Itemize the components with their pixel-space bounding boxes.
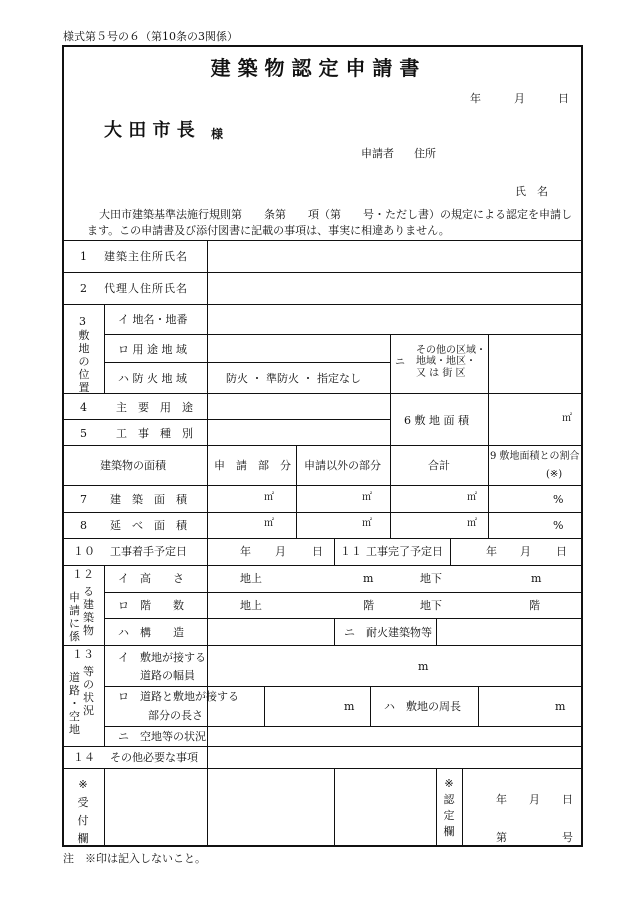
row12-number: １２ [72,568,94,581]
rule-h [104,686,583,687]
row13-open-space-label: ニ 空地等の状況 [118,730,206,743]
rule-v [207,240,208,445]
addressee-name: 大 田 市 長 [104,120,195,141]
row13-frontage-line2: 部分の長さ [148,709,203,722]
row3-ni-mark: ニ [395,357,405,368]
fire-zone-options: 防火 ・ 準防火 ・ 指定なし [226,372,361,385]
date-year-label: 年 [470,92,481,105]
row3-ha-label: ハ 防 火 地 域 [118,372,187,385]
row13-number: １３ [72,648,94,661]
rule-v [488,334,489,393]
row3-group-label: 敷 地 の 位 置 [78,329,90,394]
row4-number: 4 [80,401,87,414]
approval-day: 日 [562,793,573,806]
row10-label: 工事着手予定日 [110,545,187,558]
rule-h [104,726,583,727]
row11-day: 日 [556,545,567,558]
row11-label: 工事完了予定日 [366,545,443,558]
row8-unit-total: ㎡ [467,518,477,529]
row3-i-label: イ 地名・地番 [118,313,188,326]
rule-v [488,393,489,445]
row10-month: 月 [275,545,286,558]
rule-v [334,538,335,565]
row8-label: 延 べ 面 積 [110,519,187,532]
row13-group-label-b: 等 の 状 況 [83,665,94,717]
row14-label: その他必要な事項 [110,751,198,764]
row7-unit-total: ㎡ [467,492,477,503]
row13-group-label-a: 道 路 ・ 空 地 [69,671,80,736]
form-number: 様式第５号の６（第10条の3関係） [63,30,238,43]
row11-number: １１ [340,545,362,558]
row8-number: 8 [80,519,87,532]
row7-percent: % [553,493,564,506]
row12-group-label-b: る 建 築 物 [83,585,94,637]
row12-height-unit-ground: m [363,572,374,585]
rule-h [62,393,583,394]
row12-fireproof-label: ニ 耐火建築物等 [344,626,432,639]
row3-ni-line3: 又 は 街 区 [416,368,466,379]
rule-v [334,768,335,847]
rule-h [62,538,583,539]
rule-v [334,618,335,645]
rule-v [390,445,391,538]
rule-v [436,768,437,847]
rule-h [62,272,583,273]
rule-v [207,746,208,768]
row3-number: 3 [79,315,86,328]
row5-label: 工 事 種 別 [116,427,193,440]
rule-v [296,445,297,538]
row12-height-under: 地下 [420,572,442,585]
row10-number: １０ [73,545,95,558]
date-month-label: 月 [514,92,525,105]
area-header-total: 合計 [428,459,450,472]
row12-height-unit-under: m [531,572,542,585]
row2-number: 2 [80,282,87,295]
area-header-label: 建築物の面積 [100,459,166,472]
area-header-other: 申請以外の部分 [304,459,381,472]
footnote: 注 ※印は記入しないこと。 [63,852,206,865]
rule-v [104,768,105,847]
row12-floors-under: 地下 [420,599,442,612]
row8-unit-applied: ㎡ [264,518,274,529]
rule-h [104,334,583,335]
rule-v [390,334,391,445]
row12-floors-unit-under: 階 [529,599,540,612]
row12-height-ground: 地上 [240,572,262,585]
row12-floors-ground: 地上 [240,599,262,612]
row7-number: 7 [80,493,87,506]
rule-v [450,538,451,565]
area-header-ratio-line2: (※) [546,469,563,480]
row10-year: 年 [240,545,251,558]
rule-h [62,485,583,486]
row12-floors-label: ロ 階 数 [118,599,184,612]
rule-h [104,592,583,593]
date-day-label: 日 [558,92,569,105]
rule-h [62,445,583,446]
row1-number: 1 [80,250,87,263]
row13-perimeter-unit: m [555,700,566,713]
row11-year: 年 [486,545,497,558]
form-title: 建 築 物 認 定 申 請 書 [210,56,420,80]
addressee-honorific: 様 [211,127,224,141]
row12-group-label-a: 申 請 に 係 [69,591,80,643]
row12-floors-unit-ground: 階 [363,599,374,612]
row3-ni-line2: 地域・地区・ [416,356,476,367]
row6-unit: ㎡ [562,413,572,424]
applicant-name-label: 氏 名 [515,185,548,198]
rule-v [264,686,265,726]
rule-v [104,304,105,393]
rule-v [462,768,463,847]
rule-v [207,538,208,565]
rule-v [370,686,371,726]
area-header-applied: 申 請 部 分 [214,459,291,472]
rule-h [62,645,583,646]
row3-ro-label: ロ 用 途 地 域 [118,343,187,356]
rule-h [62,746,583,747]
rule-v [207,565,208,746]
row12-height-label: イ 高 さ [118,572,184,585]
row10-day: 日 [312,545,323,558]
applicant-label: 申請者 [361,147,394,160]
row13-road-width-line2: 道路の幅員 [140,669,195,682]
row7-label: 建 築 面 積 [110,493,187,506]
rule-h [62,768,583,769]
rule-v [207,445,208,538]
area-header-ratio-line1: 9 敷地面積との割合 [490,451,580,462]
row7-unit-other: ㎡ [362,492,372,503]
row3-ni-line1: その他の区域・ [416,345,486,356]
rule-v [104,565,105,746]
rule-h [62,304,583,305]
row13-frontage-line1: ロ 道路と敷地が接する [118,690,239,703]
statement-line-2: ます。この申請書及び添付図書に記載の事項は、事実に相違ありません。 [87,224,450,237]
rule-h [62,419,390,420]
approval-year: 年 [496,793,507,806]
row14-number: １４ [73,751,95,764]
reception-column-label: ※ 受 付 欄 [77,778,89,845]
row13-road-width-unit: m [418,660,429,673]
rule-v [207,768,208,847]
row6-label: 6 敷 地 面 積 [404,414,469,427]
approval-number-prefix: 第 [496,831,507,844]
row13-frontage-unit: m [344,700,355,713]
row1-label: 建築主住所氏名 [104,250,188,263]
approval-column-label: ※ 認 定 欄 [443,777,455,838]
row11-month: 月 [520,545,531,558]
rule-h [62,565,583,566]
statement-line-1: 大田市建築基準法施行規則第 条第 項（第 号・ただし書）の規定による認定を申請し [99,208,572,221]
applicant-address-label: 住所 [414,147,436,160]
rule-h [62,512,583,513]
row12-structure-label: ハ 構 造 [118,626,184,639]
rule-v [436,618,437,645]
row4-label: 主 要 用 途 [116,401,193,414]
rule-v [478,686,479,726]
row13-road-width-line1: イ 敷地が接する [118,651,206,664]
row13-perimeter-label: ハ 敷地の周長 [384,700,461,713]
rule-h [104,362,390,363]
approval-number-suffix: 号 [562,831,573,844]
row7-unit-applied: ㎡ [264,492,274,503]
row8-percent: % [553,519,564,532]
row5-number: 5 [80,427,87,440]
approval-month: 月 [529,793,540,806]
rule-h [104,618,583,619]
rule-h [62,240,583,241]
rule-v [488,445,489,538]
row8-unit-other: ㎡ [362,518,372,529]
row2-label: 代理人住所氏名 [104,282,188,295]
